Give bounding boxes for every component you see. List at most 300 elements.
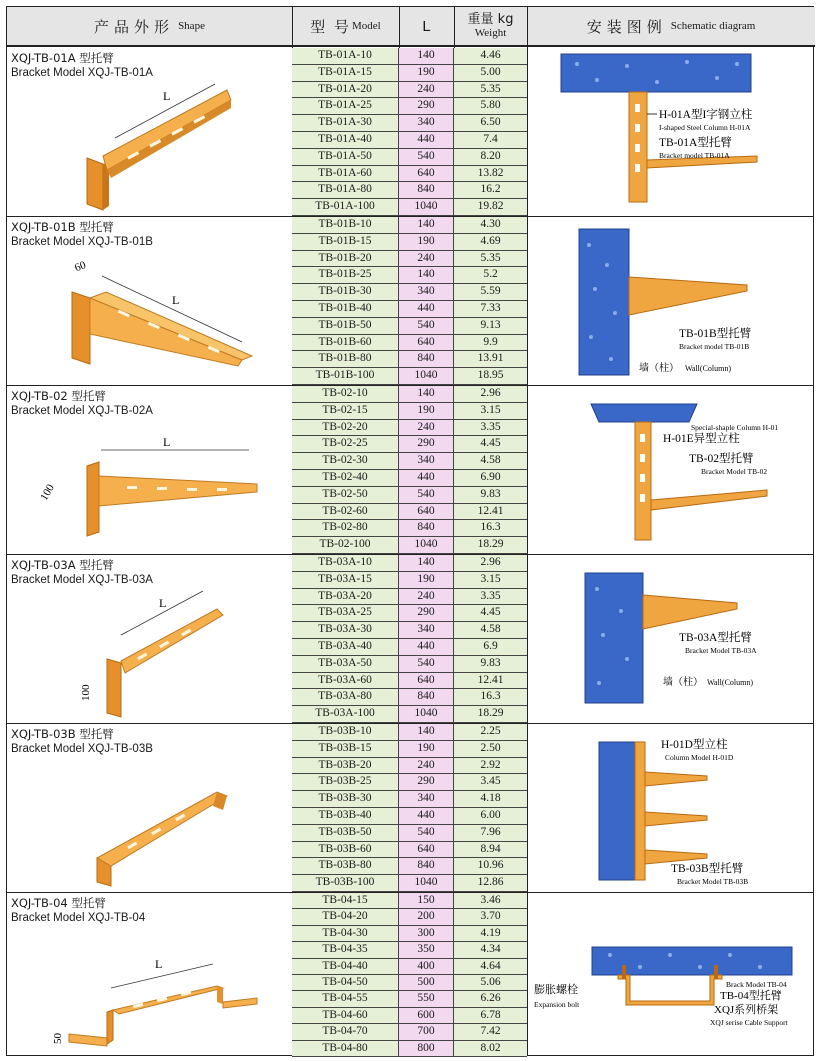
- table-row: [292, 875, 527, 892]
- header-shape-zh: 产品外形: [94, 17, 175, 36]
- table-row: [292, 1024, 527, 1040]
- length-cell: 640: [399, 842, 454, 858]
- weight-cell: 4.46: [454, 48, 527, 64]
- model-cell: TB-03A-25: [292, 605, 399, 621]
- label-zh: H-01D型立柱: [661, 739, 728, 751]
- length-cell: 440: [399, 470, 454, 486]
- length-cell: 700: [399, 1024, 454, 1039]
- weight-cell: 3.35: [454, 589, 527, 605]
- weight-cell: 2.25: [454, 724, 527, 740]
- length-cell: 290: [399, 436, 454, 452]
- table-row: [292, 825, 527, 842]
- dim-label: L: [163, 89, 171, 103]
- table-row: [292, 98, 527, 115]
- table-row: [292, 166, 527, 183]
- label-en: Special-shaple Column H-01: [691, 423, 779, 432]
- length-cell: 640: [399, 335, 454, 351]
- section-title-en: Bracket Model XQJ-TB-03A: [11, 574, 153, 586]
- length-cell: 340: [399, 622, 454, 638]
- length-cell: 150: [399, 893, 454, 908]
- length-cell: 640: [399, 673, 454, 689]
- model-cell: TB-04-80: [292, 1041, 399, 1056]
- weight-cell: 3.46: [454, 893, 527, 908]
- length-cell: 640: [399, 504, 454, 520]
- weight-cell: 4.19: [454, 926, 527, 941]
- length-cell: 1040: [399, 537, 454, 553]
- length-cell: 1040: [399, 368, 454, 384]
- label-zh: H-01E异型立柱: [663, 433, 740, 445]
- header-weight-zh: 重量 kg: [467, 12, 514, 27]
- label-zh: 膨胀螺栓: [534, 984, 578, 996]
- weight-cell: 9.83: [454, 656, 527, 672]
- header-shape: [7, 7, 292, 47]
- weight-cell: 4.69: [454, 234, 527, 250]
- model-cell: TB-02-50: [292, 487, 399, 503]
- length-cell: 440: [399, 301, 454, 317]
- model-cell: TB-03B-100: [292, 875, 399, 891]
- model-cell: TB-03B-60: [292, 842, 399, 858]
- weight-cell: 6.50: [454, 115, 527, 131]
- table-row: [292, 267, 527, 284]
- weight-cell: 18.95: [454, 368, 527, 384]
- model-cell: TB-02-20: [292, 420, 399, 436]
- length-cell: 800: [399, 1041, 454, 1056]
- weight-cell: 2.50: [454, 741, 527, 757]
- length-cell: 190: [399, 403, 454, 419]
- length-cell: 540: [399, 487, 454, 503]
- header-install-en: Schematic diagram: [670, 20, 756, 32]
- length-cell: 1040: [399, 875, 454, 891]
- weight-cell: 7.96: [454, 825, 527, 841]
- model-cell: TB-01A-60: [292, 166, 399, 182]
- model-cell: TB-01A-25: [292, 98, 399, 114]
- weight-cell: 6.00: [454, 808, 527, 824]
- model-cell: TB-04-15: [292, 893, 399, 908]
- weight-cell: 12.41: [454, 504, 527, 520]
- table-row: [292, 65, 527, 82]
- header-length-label: L: [422, 17, 431, 35]
- weight-cell: 5.35: [454, 82, 527, 98]
- weight-cell: 4.64: [454, 959, 527, 974]
- length-cell: 290: [399, 774, 454, 790]
- model-cell: TB-04-20: [292, 909, 399, 924]
- model-cell: TB-01A-80: [292, 182, 399, 198]
- dim-label: L: [159, 596, 167, 610]
- table-row: [292, 436, 527, 453]
- length-cell: 190: [399, 234, 454, 250]
- length-cell: 290: [399, 605, 454, 621]
- length-cell: 140: [399, 267, 454, 283]
- length-cell: 840: [399, 182, 454, 198]
- weight-cell: 18.29: [454, 706, 527, 722]
- label-en: Wall(Column): [707, 678, 754, 687]
- label-en: I-shaped Steel Column H-01A: [659, 123, 751, 132]
- weight-cell: 13.82: [454, 166, 527, 182]
- table-row: [292, 975, 527, 991]
- weight-cell: 2.92: [454, 758, 527, 774]
- model-cell: TB-03B-25: [292, 774, 399, 790]
- model-cell: TB-03A-80: [292, 689, 399, 705]
- model-cell: TB-01B-25: [292, 267, 399, 283]
- section-title-en: Bracket Model XQJ-TB-03B: [11, 743, 153, 755]
- length-cell: 240: [399, 589, 454, 605]
- bracket-tb-02-drawing: [37, 436, 267, 546]
- model-cell: TB-03B-10: [292, 724, 399, 740]
- table-row: [292, 858, 527, 875]
- header-weight: [454, 7, 527, 47]
- table-row: [292, 132, 527, 149]
- label-en: Bracket model TB-01B: [679, 342, 750, 351]
- weight-cell: 16.2: [454, 182, 527, 198]
- label-zh: XQJ系列桥架: [714, 1004, 779, 1016]
- weight-cell: 4.58: [454, 622, 527, 638]
- weight-cell: 5.80: [454, 98, 527, 114]
- table-row: [292, 808, 527, 825]
- length-cell: 340: [399, 791, 454, 807]
- weight-cell: 4.58: [454, 453, 527, 469]
- model-cell: TB-03B-50: [292, 825, 399, 841]
- table-row: [292, 351, 527, 368]
- weight-cell: 16.3: [454, 689, 527, 705]
- model-cell: TB-03B-20: [292, 758, 399, 774]
- catalog-sheet: [6, 6, 814, 1056]
- weight-cell: 7.33: [454, 301, 527, 317]
- model-cell: TB-04-60: [292, 1008, 399, 1023]
- section-title-zh: XQJ-TB-03B 型托臂: [11, 727, 114, 741]
- header-length: [399, 7, 454, 47]
- model-cell: TB-03A-15: [292, 572, 399, 588]
- section-title-zh: XQJ-TB-04 型托臂: [11, 896, 106, 910]
- length-cell: 440: [399, 808, 454, 824]
- length-cell: 190: [399, 741, 454, 757]
- length-cell: 500: [399, 975, 454, 990]
- length-cell: 240: [399, 251, 454, 267]
- section-title: [11, 51, 153, 81]
- bracket-tb-03b-drawing: [67, 762, 267, 887]
- length-cell: 540: [399, 149, 454, 165]
- length-cell: 1040: [399, 706, 454, 722]
- model-cell: TB-01A-15: [292, 65, 399, 81]
- model-cell: TB-03A-60: [292, 673, 399, 689]
- section-title-en: Bracket Model XQJ-TB-04: [11, 912, 146, 924]
- section-title-en: Bracket Model XQJ-TB-02A: [11, 405, 153, 417]
- table-row: [292, 741, 527, 758]
- table-row: [292, 318, 527, 335]
- model-cell: TB-03A-100: [292, 706, 399, 722]
- model-cell: TB-01A-30: [292, 115, 399, 131]
- table-row: [292, 48, 527, 65]
- dim-label: 50: [52, 1033, 64, 1044]
- model-cell: TB-01B-50: [292, 318, 399, 334]
- weight-cell: 3.15: [454, 403, 527, 419]
- section-title: [11, 558, 153, 588]
- table-row: [292, 251, 527, 268]
- label-zh: TB-03B型托臂: [671, 863, 744, 875]
- model-cell: TB-03B-40: [292, 808, 399, 824]
- length-cell: 640: [399, 166, 454, 182]
- weight-cell: 8.02: [454, 1041, 527, 1056]
- length-cell: 440: [399, 639, 454, 655]
- table-row: [292, 673, 527, 690]
- label-en: Bracket Model TB-03B: [677, 877, 749, 886]
- bracket-tb-01a-drawing: [67, 78, 267, 213]
- table-row: [292, 504, 527, 521]
- length-cell: 190: [399, 572, 454, 588]
- model-cell: TB-04-35: [292, 942, 399, 957]
- section-title-zh: XQJ-TB-01B 型托臂: [11, 220, 114, 234]
- table-row: [292, 724, 527, 741]
- length-cell: 140: [399, 48, 454, 64]
- length-cell: 140: [399, 217, 454, 233]
- weight-cell: 4.18: [454, 791, 527, 807]
- install-tb-01b-diagram: [567, 225, 812, 383]
- model-cell: TB-02-80: [292, 520, 399, 536]
- weight-cell: 16.3: [454, 520, 527, 536]
- table-row: [292, 520, 527, 537]
- table-row: [292, 284, 527, 301]
- weight-cell: 4.30: [454, 217, 527, 233]
- dim-label: 60: [73, 259, 88, 275]
- table-row: [292, 959, 527, 975]
- model-cell: TB-01A-50: [292, 149, 399, 165]
- model-cell: TB-02-15: [292, 403, 399, 419]
- length-cell: 350: [399, 942, 454, 957]
- weight-cell: 9.9: [454, 335, 527, 351]
- length-cell: 840: [399, 858, 454, 874]
- table-row: [292, 656, 527, 673]
- length-cell: 400: [399, 959, 454, 974]
- section-title: [11, 389, 153, 419]
- table-row: [292, 82, 527, 99]
- length-cell: 240: [399, 82, 454, 98]
- table-row: [292, 909, 527, 925]
- table-row: [292, 487, 527, 504]
- section-title-en: Bracket Model XQJ-TB-01A: [11, 67, 153, 79]
- label-zh: TB-01B型托臂: [679, 328, 752, 340]
- length-cell: 540: [399, 656, 454, 672]
- model-cell: TB-03A-50: [292, 656, 399, 672]
- weight-cell: 5.00: [454, 65, 527, 81]
- header-model-zh: 型 号: [310, 17, 352, 36]
- header-model: [292, 7, 399, 47]
- length-cell: 140: [399, 724, 454, 740]
- table-row: [292, 706, 527, 723]
- dim-label: 100: [80, 684, 92, 701]
- model-cell: TB-03A-20: [292, 589, 399, 605]
- bracket-tb-04-drawing: [47, 948, 277, 1053]
- dim-label: L: [163, 436, 171, 449]
- table-row: [292, 420, 527, 437]
- model-cell: TB-01B-30: [292, 284, 399, 300]
- table-row: [292, 689, 527, 706]
- label-en: XQJ serise Cable Support: [710, 1018, 788, 1027]
- weight-cell: 4.45: [454, 605, 527, 621]
- length-cell: 840: [399, 689, 454, 705]
- model-cell: TB-01A-100: [292, 199, 399, 215]
- weight-cell: 9.83: [454, 487, 527, 503]
- length-cell: 840: [399, 351, 454, 367]
- label-en: Bracket Model TB-03A: [685, 646, 757, 655]
- model-cell: TB-03B-80: [292, 858, 399, 874]
- label-en: Wall(Column): [685, 364, 732, 373]
- weight-cell: 12.86: [454, 875, 527, 891]
- label-zh: TB-01A型托臂: [659, 137, 732, 149]
- header-install: [527, 7, 815, 47]
- length-cell: 240: [399, 758, 454, 774]
- label-en: Expansion bolt: [534, 1000, 580, 1009]
- bracket-tb-03a-drawing: [67, 589, 267, 719]
- weight-cell: 10.96: [454, 858, 527, 874]
- weight-cell: 5.59: [454, 284, 527, 300]
- install-tb-03a-diagram: [577, 565, 812, 715]
- table-row: [292, 893, 527, 909]
- length-cell: 300: [399, 926, 454, 941]
- section-title-zh: XQJ-TB-02 型托臂: [11, 389, 106, 403]
- table-row: [292, 622, 527, 639]
- section-title: [11, 896, 145, 926]
- model-cell: TB-01A-10: [292, 48, 399, 64]
- weight-cell: 3.15: [454, 572, 527, 588]
- model-cell: TB-03A-30: [292, 622, 399, 638]
- table-row: [292, 335, 527, 352]
- table-row: [292, 234, 527, 251]
- model-cell: TB-04-70: [292, 1024, 399, 1039]
- table-row: [292, 115, 527, 132]
- table-row: [292, 386, 527, 403]
- label-en: Bracket model TB-01A: [659, 151, 730, 160]
- table-row: [292, 842, 527, 859]
- table-row: [292, 589, 527, 606]
- table-row: [292, 403, 527, 420]
- length-cell: 840: [399, 520, 454, 536]
- model-cell: TB-02-60: [292, 504, 399, 520]
- model-cell: TB-01B-15: [292, 234, 399, 250]
- model-cell: TB-02-100: [292, 537, 399, 553]
- weight-cell: 2.96: [454, 555, 527, 571]
- install-tb-02-diagram: [577, 400, 812, 550]
- table-row: [292, 149, 527, 166]
- model-cell: TB-02-10: [292, 386, 399, 402]
- weight-cell: 8.20: [454, 149, 527, 165]
- model-cell: TB-01A-40: [292, 132, 399, 148]
- length-cell: 540: [399, 318, 454, 334]
- length-cell: 440: [399, 132, 454, 148]
- table-row: [292, 537, 527, 554]
- weight-cell: 4.45: [454, 436, 527, 452]
- length-cell: 140: [399, 555, 454, 571]
- weight-cell: 4.34: [454, 942, 527, 957]
- table-row: [292, 991, 527, 1007]
- weight-cell: 19.82: [454, 199, 527, 215]
- model-cell: TB-04-30: [292, 926, 399, 941]
- header-install-zh: 安装图例: [586, 17, 667, 36]
- table-row: [292, 791, 527, 808]
- table-row: [292, 1008, 527, 1024]
- table-row: [292, 758, 527, 775]
- model-cell: TB-01B-10: [292, 217, 399, 233]
- label-zh: H-01A型I字钢立柱: [659, 109, 753, 121]
- weight-cell: 9.13: [454, 318, 527, 334]
- length-cell: 240: [399, 420, 454, 436]
- label-en: Brack Model TB-04: [726, 980, 787, 989]
- table-row: [292, 470, 527, 487]
- model-cell: TB-01B-80: [292, 351, 399, 367]
- model-cell: TB-01B-40: [292, 301, 399, 317]
- table-row: [292, 639, 527, 656]
- weight-cell: 12.41: [454, 673, 527, 689]
- model-cell: TB-03A-40: [292, 639, 399, 655]
- table-row: [292, 301, 527, 318]
- weight-cell: 7.4: [454, 132, 527, 148]
- section-title-zh: XQJ-TB-01A 型托臂: [11, 51, 114, 65]
- weight-cell: 6.9: [454, 639, 527, 655]
- table-row: [292, 182, 527, 199]
- length-cell: 340: [399, 453, 454, 469]
- table-row: [292, 453, 527, 470]
- install-tb-04-diagram: [530, 941, 812, 1055]
- label-zh: TB-02型托臂: [689, 453, 754, 465]
- length-cell: 340: [399, 284, 454, 300]
- model-cell: TB-02-40: [292, 470, 399, 486]
- model-cell: TB-03B-30: [292, 791, 399, 807]
- table-row: [292, 774, 527, 791]
- model-cell: TB-03A-10: [292, 555, 399, 571]
- table-row: [292, 217, 527, 234]
- length-cell: 540: [399, 825, 454, 841]
- table-row: [292, 1041, 527, 1057]
- model-cell: TB-04-50: [292, 975, 399, 990]
- length-cell: 340: [399, 115, 454, 131]
- model-cell: TB-01B-60: [292, 335, 399, 351]
- label-zh: TB-03A型托臂: [679, 632, 752, 644]
- section-title: [11, 220, 153, 250]
- table-row: [292, 942, 527, 958]
- model-cell: TB-02-25: [292, 436, 399, 452]
- weight-cell: 3.45: [454, 774, 527, 790]
- length-cell: 190: [399, 65, 454, 81]
- label-zh: 墙（柱）: [663, 677, 703, 688]
- dim-label: L: [172, 293, 180, 307]
- section-title: [11, 727, 153, 757]
- label-en: Bracket Model TB-02: [701, 467, 768, 476]
- length-cell: 550: [399, 991, 454, 1006]
- weight-cell: 5.35: [454, 251, 527, 267]
- length-cell: 600: [399, 1008, 454, 1023]
- weight-cell: 7.42: [454, 1024, 527, 1039]
- model-cell: TB-03B-15: [292, 741, 399, 757]
- model-cell: TB-01B-100: [292, 368, 399, 384]
- table-row: [292, 605, 527, 622]
- table-row: [292, 199, 527, 216]
- model-cell: TB-02-30: [292, 453, 399, 469]
- header-model-en: Model: [352, 20, 381, 32]
- table-row: [292, 572, 527, 589]
- dim-label: 100: [38, 482, 57, 503]
- length-cell: 140: [399, 386, 454, 402]
- table-row: [292, 555, 527, 572]
- length-cell: 200: [399, 909, 454, 924]
- bracket-tb-01b-drawing: [62, 252, 262, 377]
- label-en: Column Model H-01D: [665, 753, 734, 762]
- table-row: [292, 926, 527, 942]
- header-weight-en: Weight: [474, 27, 507, 39]
- section-title-zh: XQJ-TB-03A 型托臂: [11, 558, 114, 572]
- weight-cell: 6.26: [454, 991, 527, 1006]
- install-tb-01a-diagram: [547, 52, 812, 212]
- weight-cell: 5.06: [454, 975, 527, 990]
- label-zh: 墙（柱）: [639, 363, 679, 374]
- section-title-en: Bracket Model XQJ-TB-01B: [11, 236, 153, 248]
